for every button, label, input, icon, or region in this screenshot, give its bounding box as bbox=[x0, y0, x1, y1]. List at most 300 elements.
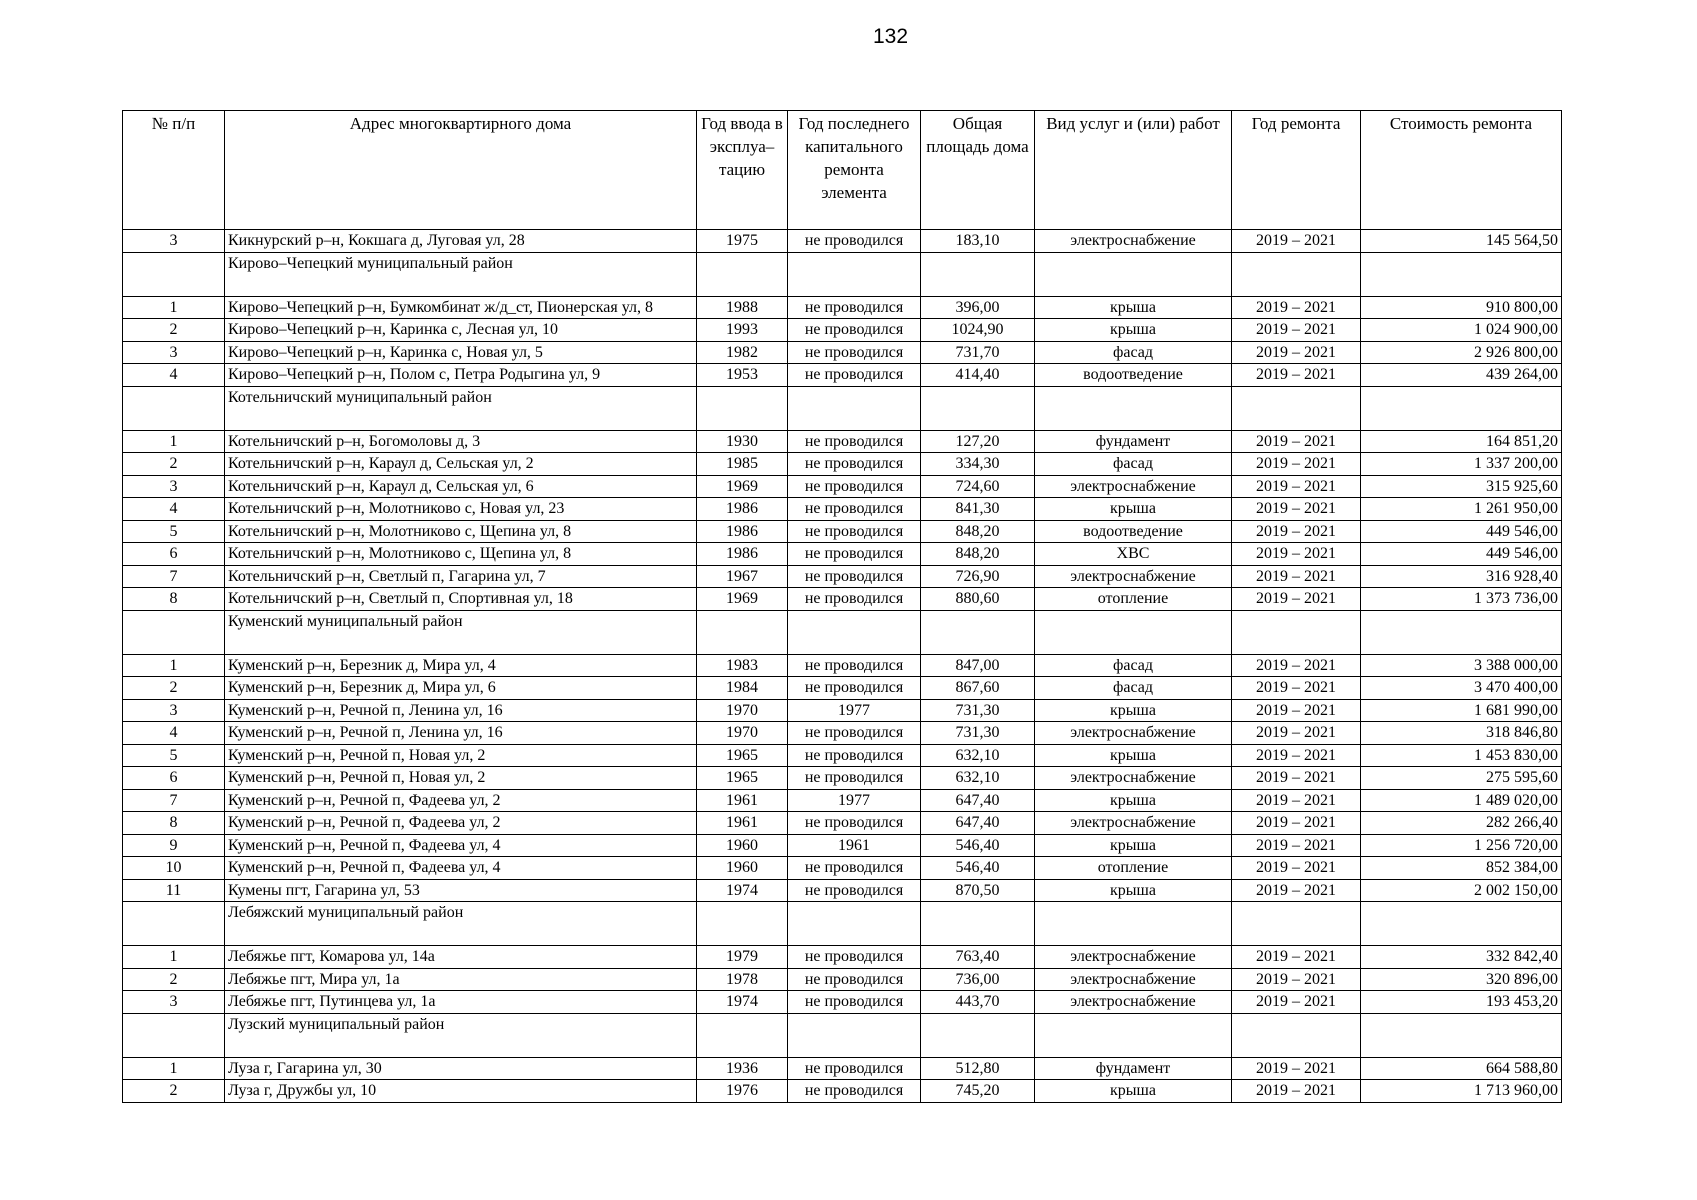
row-area: 731,30 bbox=[921, 699, 1035, 722]
table-row bbox=[123, 430, 1562, 453]
row-area: 546,40 bbox=[921, 834, 1035, 857]
row-repair-years: 2019 – 2021 bbox=[1232, 588, 1361, 611]
row-year-built: 1961 bbox=[697, 789, 788, 812]
row-year-built: 1976 bbox=[697, 1080, 788, 1103]
row-cost: 1 713 960,00 bbox=[1361, 1080, 1562, 1103]
col-header-num: № п/п bbox=[123, 111, 225, 230]
row-area: 848,20 bbox=[921, 543, 1035, 566]
row-repair-years: 2019 – 2021 bbox=[1232, 834, 1361, 857]
row-service: фасад bbox=[1035, 453, 1232, 476]
row-address: Котельничский р–н, Светлый п, Гагарина ул, 7 bbox=[225, 565, 697, 588]
row-cost: 1 261 950,00 bbox=[1361, 498, 1562, 521]
row-repair-years: 2019 – 2021 bbox=[1232, 789, 1361, 812]
row-year-built: 1986 bbox=[697, 520, 788, 543]
table-row bbox=[123, 565, 1562, 588]
row-number: 3 bbox=[123, 699, 225, 722]
row-number: 1 bbox=[123, 1057, 225, 1080]
col-header-repair-years: Год ремонта bbox=[1232, 111, 1361, 230]
group-empty-cell bbox=[788, 610, 921, 654]
group-empty-cell bbox=[921, 902, 1035, 946]
row-cost: 320 896,00 bbox=[1361, 968, 1562, 991]
row-year-built: 1967 bbox=[697, 565, 788, 588]
row-service: электроснабжение bbox=[1035, 968, 1232, 991]
row-last-repair: не проводился bbox=[788, 1080, 921, 1103]
row-year-built: 1982 bbox=[697, 341, 788, 364]
row-address: Куменский р–н, Речной п, Ленина ул, 16 bbox=[225, 699, 697, 722]
row-cost: 316 928,40 bbox=[1361, 565, 1562, 588]
row-number: 2 bbox=[123, 453, 225, 476]
row-repair-years: 2019 – 2021 bbox=[1232, 319, 1361, 342]
row-address: Котельничский р–н, Богомоловы д, 3 bbox=[225, 430, 697, 453]
row-cost: 193 453,20 bbox=[1361, 991, 1562, 1014]
row-repair-years: 2019 – 2021 bbox=[1232, 722, 1361, 745]
row-address: Луза г, Гагарина ул, 30 bbox=[225, 1057, 697, 1080]
row-repair-years: 2019 – 2021 bbox=[1232, 520, 1361, 543]
group-empty-cell bbox=[1361, 252, 1562, 296]
row-area: 183,10 bbox=[921, 230, 1035, 253]
district-group-row bbox=[123, 610, 1562, 654]
row-number: 8 bbox=[123, 588, 225, 611]
row-area: 848,20 bbox=[921, 520, 1035, 543]
row-number: 2 bbox=[123, 968, 225, 991]
row-area: 867,60 bbox=[921, 677, 1035, 700]
row-year-built: 1986 bbox=[697, 498, 788, 521]
row-number: 2 bbox=[123, 1080, 225, 1103]
row-cost: 1 489 020,00 bbox=[1361, 789, 1562, 812]
table-row bbox=[123, 834, 1562, 857]
row-cost: 2 926 800,00 bbox=[1361, 341, 1562, 364]
group-empty-cell bbox=[1232, 252, 1361, 296]
row-address: Куменский р–н, Речной п, Новая ул, 2 bbox=[225, 767, 697, 790]
row-service: фасад bbox=[1035, 341, 1232, 364]
row-area: 841,30 bbox=[921, 498, 1035, 521]
row-year-built: 1969 bbox=[697, 475, 788, 498]
group-empty-cell bbox=[697, 252, 788, 296]
table-header-row bbox=[123, 111, 1562, 230]
row-repair-years: 2019 – 2021 bbox=[1232, 699, 1361, 722]
group-empty-cell bbox=[697, 610, 788, 654]
row-address: Кирово–Чепецкий р–н, Каринка с, Новая ул, 5 bbox=[225, 341, 697, 364]
row-year-built: 1988 bbox=[697, 296, 788, 319]
row-repair-years: 2019 – 2021 bbox=[1232, 543, 1361, 566]
row-last-repair: не проводился bbox=[788, 498, 921, 521]
district-title: Котельничский муниципальный район bbox=[225, 386, 697, 430]
group-empty-cell bbox=[1361, 902, 1562, 946]
row-service: отопление bbox=[1035, 857, 1232, 880]
row-number: 3 bbox=[123, 475, 225, 498]
row-repair-years: 2019 – 2021 bbox=[1232, 744, 1361, 767]
table-row bbox=[123, 654, 1562, 677]
row-area: 745,20 bbox=[921, 1080, 1035, 1103]
row-last-repair: не проводился bbox=[788, 588, 921, 611]
row-repair-years: 2019 – 2021 bbox=[1232, 230, 1361, 253]
row-number: 4 bbox=[123, 722, 225, 745]
row-address: Котельничский р–н, Караул д, Сельская ул, 2 bbox=[225, 453, 697, 476]
group-empty-cell bbox=[1361, 610, 1562, 654]
table-row bbox=[123, 722, 1562, 745]
row-number: 1 bbox=[123, 296, 225, 319]
row-number: 10 bbox=[123, 857, 225, 880]
table-row bbox=[123, 968, 1562, 991]
row-last-repair: 1961 bbox=[788, 834, 921, 857]
group-empty-cell bbox=[1232, 610, 1361, 654]
row-last-repair: не проводился bbox=[788, 341, 921, 364]
row-repair-years: 2019 – 2021 bbox=[1232, 812, 1361, 835]
row-last-repair: не проводился bbox=[788, 1057, 921, 1080]
row-number: 9 bbox=[123, 834, 225, 857]
row-service: крыша bbox=[1035, 498, 1232, 521]
row-service: электроснабжение bbox=[1035, 946, 1232, 969]
row-cost: 1 024 900,00 bbox=[1361, 319, 1562, 342]
row-cost: 332 842,40 bbox=[1361, 946, 1562, 969]
col-header-last-repair: Год последнего капитального ремонта элемента bbox=[788, 111, 921, 230]
table-row bbox=[123, 677, 1562, 700]
row-number: 3 bbox=[123, 230, 225, 253]
group-empty-cell bbox=[1035, 386, 1232, 430]
row-cost: 439 264,00 bbox=[1361, 364, 1562, 387]
row-repair-years: 2019 – 2021 bbox=[1232, 879, 1361, 902]
row-area: 880,60 bbox=[921, 588, 1035, 611]
row-number: 1 bbox=[123, 946, 225, 969]
table-row bbox=[123, 767, 1562, 790]
row-cost: 3 470 400,00 bbox=[1361, 677, 1562, 700]
row-repair-years: 2019 – 2021 bbox=[1232, 475, 1361, 498]
row-last-repair: не проводился bbox=[788, 767, 921, 790]
row-year-built: 1985 bbox=[697, 453, 788, 476]
table-row bbox=[123, 498, 1562, 521]
row-cost: 1 373 736,00 bbox=[1361, 588, 1562, 611]
row-year-built: 1970 bbox=[697, 722, 788, 745]
row-address: Котельничский р–н, Молотниково с, Щепина ул, 8 bbox=[225, 543, 697, 566]
row-address: Кикнурский р–н, Кокшага д, Луговая ул, 28 bbox=[225, 230, 697, 253]
row-service: электроснабжение bbox=[1035, 812, 1232, 835]
row-last-repair: не проводился bbox=[788, 744, 921, 767]
row-address: Котельничский р–н, Молотниково с, Новая ул, 23 bbox=[225, 498, 697, 521]
group-empty-cell bbox=[921, 252, 1035, 296]
group-empty-cell bbox=[123, 252, 225, 296]
table-body bbox=[123, 230, 1562, 1103]
row-repair-years: 2019 – 2021 bbox=[1232, 430, 1361, 453]
group-empty-cell bbox=[697, 386, 788, 430]
row-last-repair: не проводился bbox=[788, 475, 921, 498]
table-row bbox=[123, 789, 1562, 812]
row-service: отопление bbox=[1035, 588, 1232, 611]
row-cost: 318 846,80 bbox=[1361, 722, 1562, 745]
row-number: 3 bbox=[123, 341, 225, 364]
row-area: 870,50 bbox=[921, 879, 1035, 902]
row-repair-years: 2019 – 2021 bbox=[1232, 968, 1361, 991]
row-repair-years: 2019 – 2021 bbox=[1232, 857, 1361, 880]
group-empty-cell bbox=[1035, 1013, 1232, 1057]
row-service: электроснабжение bbox=[1035, 722, 1232, 745]
row-last-repair: не проводился bbox=[788, 230, 921, 253]
row-year-built: 1974 bbox=[697, 879, 788, 902]
repair-register-table bbox=[122, 110, 1562, 1103]
row-area: 724,60 bbox=[921, 475, 1035, 498]
row-address: Котельничский р–н, Молотниково с, Щепина ул, 8 bbox=[225, 520, 697, 543]
row-number: 5 bbox=[123, 520, 225, 543]
col-header-service: Вид услуг и (или) работ bbox=[1035, 111, 1232, 230]
row-service: электроснабжение bbox=[1035, 565, 1232, 588]
row-area: 632,10 bbox=[921, 767, 1035, 790]
row-cost: 449 546,00 bbox=[1361, 520, 1562, 543]
table-row bbox=[123, 991, 1562, 1014]
row-year-built: 1975 bbox=[697, 230, 788, 253]
row-address: Кирово–Чепецкий р–н, Полом с, Петра Родыгина ул, 9 bbox=[225, 364, 697, 387]
row-last-repair: 1977 bbox=[788, 789, 921, 812]
district-group-row bbox=[123, 1013, 1562, 1057]
row-last-repair: не проводился bbox=[788, 296, 921, 319]
row-last-repair: не проводился bbox=[788, 812, 921, 835]
row-cost: 664 588,80 bbox=[1361, 1057, 1562, 1080]
row-repair-years: 2019 – 2021 bbox=[1232, 677, 1361, 700]
district-title: Кирово–Чепецкий муниципальный район bbox=[225, 252, 697, 296]
row-last-repair: не проводился bbox=[788, 677, 921, 700]
row-service: крыша bbox=[1035, 789, 1232, 812]
row-area: 512,80 bbox=[921, 1057, 1035, 1080]
row-last-repair: не проводился bbox=[788, 857, 921, 880]
row-service: фасад bbox=[1035, 654, 1232, 677]
col-header-address: Адрес многоквартирного дома bbox=[225, 111, 697, 230]
row-number: 2 bbox=[123, 677, 225, 700]
row-address: Лебяжье пгт, Комарова ул, 14а bbox=[225, 946, 697, 969]
row-cost: 1 681 990,00 bbox=[1361, 699, 1562, 722]
group-empty-cell bbox=[921, 386, 1035, 430]
group-empty-cell bbox=[788, 1013, 921, 1057]
row-number: 7 bbox=[123, 565, 225, 588]
row-service: электроснабжение bbox=[1035, 767, 1232, 790]
row-last-repair: не проводился bbox=[788, 991, 921, 1014]
row-address: Куменский р–н, Березник д, Мира ул, 4 bbox=[225, 654, 697, 677]
group-empty-cell bbox=[123, 610, 225, 654]
group-empty-cell bbox=[788, 386, 921, 430]
row-cost: 164 851,20 bbox=[1361, 430, 1562, 453]
row-repair-years: 2019 – 2021 bbox=[1232, 767, 1361, 790]
row-cost: 275 595,60 bbox=[1361, 767, 1562, 790]
row-year-built: 1986 bbox=[697, 543, 788, 566]
district-group-row bbox=[123, 252, 1562, 296]
row-repair-years: 2019 – 2021 bbox=[1232, 498, 1361, 521]
table-row bbox=[123, 475, 1562, 498]
row-year-built: 1974 bbox=[697, 991, 788, 1014]
row-repair-years: 2019 – 2021 bbox=[1232, 654, 1361, 677]
row-year-built: 1965 bbox=[697, 767, 788, 790]
row-last-repair: не проводился bbox=[788, 565, 921, 588]
row-last-repair: 1977 bbox=[788, 699, 921, 722]
group-empty-cell bbox=[788, 902, 921, 946]
row-last-repair: не проводился bbox=[788, 654, 921, 677]
row-year-built: 1983 bbox=[697, 654, 788, 677]
row-number: 7 bbox=[123, 789, 225, 812]
table-row bbox=[123, 341, 1562, 364]
row-service: фундамент bbox=[1035, 430, 1232, 453]
row-cost: 1 337 200,00 bbox=[1361, 453, 1562, 476]
row-last-repair: не проводился bbox=[788, 520, 921, 543]
group-empty-cell bbox=[123, 1013, 225, 1057]
row-address: Котельничский р–н, Караул д, Сельская ул, 6 bbox=[225, 475, 697, 498]
row-year-built: 1969 bbox=[697, 588, 788, 611]
col-header-area: Общая площадь дома bbox=[921, 111, 1035, 230]
row-year-built: 1979 bbox=[697, 946, 788, 969]
row-address: Куменский р–н, Березник д, Мира ул, 6 bbox=[225, 677, 697, 700]
row-number: 4 bbox=[123, 498, 225, 521]
row-number: 4 bbox=[123, 364, 225, 387]
row-last-repair: не проводился bbox=[788, 879, 921, 902]
row-repair-years: 2019 – 2021 bbox=[1232, 565, 1361, 588]
row-cost: 1 256 720,00 bbox=[1361, 834, 1562, 857]
table-row bbox=[123, 364, 1562, 387]
page-number: 132 bbox=[872, 25, 909, 48]
row-last-repair: не проводился bbox=[788, 453, 921, 476]
group-empty-cell bbox=[1232, 902, 1361, 946]
row-year-built: 1993 bbox=[697, 319, 788, 342]
row-repair-years: 2019 – 2021 bbox=[1232, 341, 1361, 364]
row-number: 8 bbox=[123, 812, 225, 835]
group-empty-cell bbox=[1361, 1013, 1562, 1057]
row-service: крыша bbox=[1035, 834, 1232, 857]
row-area: 334,30 bbox=[921, 453, 1035, 476]
row-number: 2 bbox=[123, 319, 225, 342]
group-empty-cell bbox=[1035, 902, 1232, 946]
row-address: Луза г, Дружбы ул, 10 bbox=[225, 1080, 697, 1103]
table-row bbox=[123, 230, 1562, 253]
row-last-repair: не проводился bbox=[788, 722, 921, 745]
row-cost: 910 800,00 bbox=[1361, 296, 1562, 319]
row-area: 763,40 bbox=[921, 946, 1035, 969]
group-empty-cell bbox=[697, 902, 788, 946]
row-area: 847,00 bbox=[921, 654, 1035, 677]
row-area: 396,00 bbox=[921, 296, 1035, 319]
row-cost: 1 453 830,00 bbox=[1361, 744, 1562, 767]
row-repair-years: 2019 – 2021 bbox=[1232, 296, 1361, 319]
row-cost: 145 564,50 bbox=[1361, 230, 1562, 253]
table-row bbox=[123, 543, 1562, 566]
table-row bbox=[123, 744, 1562, 767]
row-number: 6 bbox=[123, 543, 225, 566]
row-last-repair: не проводился bbox=[788, 968, 921, 991]
row-last-repair: не проводился bbox=[788, 543, 921, 566]
table-row bbox=[123, 812, 1562, 835]
row-service: электроснабжение bbox=[1035, 230, 1232, 253]
table-row bbox=[123, 699, 1562, 722]
row-area: 632,10 bbox=[921, 744, 1035, 767]
row-number: 1 bbox=[123, 654, 225, 677]
group-empty-cell bbox=[123, 386, 225, 430]
row-year-built: 1978 bbox=[697, 968, 788, 991]
group-empty-cell bbox=[921, 1013, 1035, 1057]
col-header-cost: Стоимость ремонта bbox=[1361, 111, 1562, 230]
table-row bbox=[123, 520, 1562, 543]
district-group-row bbox=[123, 386, 1562, 430]
row-address: Куменский р–н, Речной п, Фадеева ул, 4 bbox=[225, 857, 697, 880]
row-area: 731,70 bbox=[921, 341, 1035, 364]
group-empty-cell bbox=[921, 610, 1035, 654]
row-cost: 282 266,40 bbox=[1361, 812, 1562, 835]
table-row bbox=[123, 1057, 1562, 1080]
group-empty-cell bbox=[1232, 386, 1361, 430]
group-empty-cell bbox=[1035, 610, 1232, 654]
row-year-built: 1960 bbox=[697, 834, 788, 857]
row-year-built: 1984 bbox=[697, 677, 788, 700]
row-address: Кумены пгт, Гагарина ул, 53 bbox=[225, 879, 697, 902]
row-repair-years: 2019 – 2021 bbox=[1232, 453, 1361, 476]
group-empty-cell bbox=[788, 252, 921, 296]
district-title: Лебяжский муниципальный район bbox=[225, 902, 697, 946]
row-service: фундамент bbox=[1035, 1057, 1232, 1080]
row-cost: 2 002 150,00 bbox=[1361, 879, 1562, 902]
row-cost: 449 546,00 bbox=[1361, 543, 1562, 566]
row-number: 3 bbox=[123, 991, 225, 1014]
group-empty-cell bbox=[123, 902, 225, 946]
row-address: Куменский р–н, Речной п, Фадеева ул, 4 bbox=[225, 834, 697, 857]
row-number: 1 bbox=[123, 430, 225, 453]
row-year-built: 1930 bbox=[697, 430, 788, 453]
row-year-built: 1936 bbox=[697, 1057, 788, 1080]
row-address: Куменский р–н, Речной п, Фадеева ул, 2 bbox=[225, 812, 697, 835]
row-area: 443,70 bbox=[921, 991, 1035, 1014]
group-empty-cell bbox=[1361, 386, 1562, 430]
row-service: ХВС bbox=[1035, 543, 1232, 566]
row-service: крыша bbox=[1035, 1080, 1232, 1103]
row-repair-years: 2019 – 2021 bbox=[1232, 946, 1361, 969]
row-number: 11 bbox=[123, 879, 225, 902]
row-area: 127,20 bbox=[921, 430, 1035, 453]
row-last-repair: не проводился bbox=[788, 319, 921, 342]
row-last-repair: не проводился bbox=[788, 430, 921, 453]
row-repair-years: 2019 – 2021 bbox=[1232, 991, 1361, 1014]
row-service: водоотведение bbox=[1035, 364, 1232, 387]
row-repair-years: 2019 – 2021 bbox=[1232, 1057, 1361, 1080]
row-cost: 852 384,00 bbox=[1361, 857, 1562, 880]
row-area: 726,90 bbox=[921, 565, 1035, 588]
row-number: 6 bbox=[123, 767, 225, 790]
table-row bbox=[123, 879, 1562, 902]
row-address: Кирово–Чепецкий р–н, Каринка с, Лесная ул, 10 bbox=[225, 319, 697, 342]
row-area: 736,00 bbox=[921, 968, 1035, 991]
district-title: Лузский муниципальный район bbox=[225, 1013, 697, 1057]
row-address: Кирово–Чепецкий р–н, Бумкомбинат ж/д_ст, Пионерская ул, 8 bbox=[225, 296, 697, 319]
group-empty-cell bbox=[1035, 252, 1232, 296]
row-repair-years: 2019 – 2021 bbox=[1232, 364, 1361, 387]
row-service: фасад bbox=[1035, 677, 1232, 700]
row-year-built: 1960 bbox=[697, 857, 788, 880]
table-row bbox=[123, 296, 1562, 319]
group-empty-cell bbox=[1232, 1013, 1361, 1057]
row-last-repair: не проводился bbox=[788, 946, 921, 969]
row-year-built: 1965 bbox=[697, 744, 788, 767]
row-last-repair: не проводился bbox=[788, 364, 921, 387]
row-service: крыша bbox=[1035, 296, 1232, 319]
district-group-row bbox=[123, 902, 1562, 946]
row-year-built: 1953 bbox=[697, 364, 788, 387]
row-cost: 3 388 000,00 bbox=[1361, 654, 1562, 677]
table-row bbox=[123, 857, 1562, 880]
row-service: электроснабжение bbox=[1035, 991, 1232, 1014]
row-address: Лебяжье пгт, Мира ул, 1а bbox=[225, 968, 697, 991]
row-service: крыша bbox=[1035, 879, 1232, 902]
table-row bbox=[123, 946, 1562, 969]
row-address: Куменский р–н, Речной п, Новая ул, 2 bbox=[225, 744, 697, 767]
group-empty-cell bbox=[697, 1013, 788, 1057]
row-area: 1024,90 bbox=[921, 319, 1035, 342]
row-year-built: 1961 bbox=[697, 812, 788, 835]
row-area: 731,30 bbox=[921, 722, 1035, 745]
row-area: 546,40 bbox=[921, 857, 1035, 880]
row-area: 647,40 bbox=[921, 812, 1035, 835]
table-row bbox=[123, 1080, 1562, 1103]
district-title: Куменский муниципальный район bbox=[225, 610, 697, 654]
table-row bbox=[123, 319, 1562, 342]
